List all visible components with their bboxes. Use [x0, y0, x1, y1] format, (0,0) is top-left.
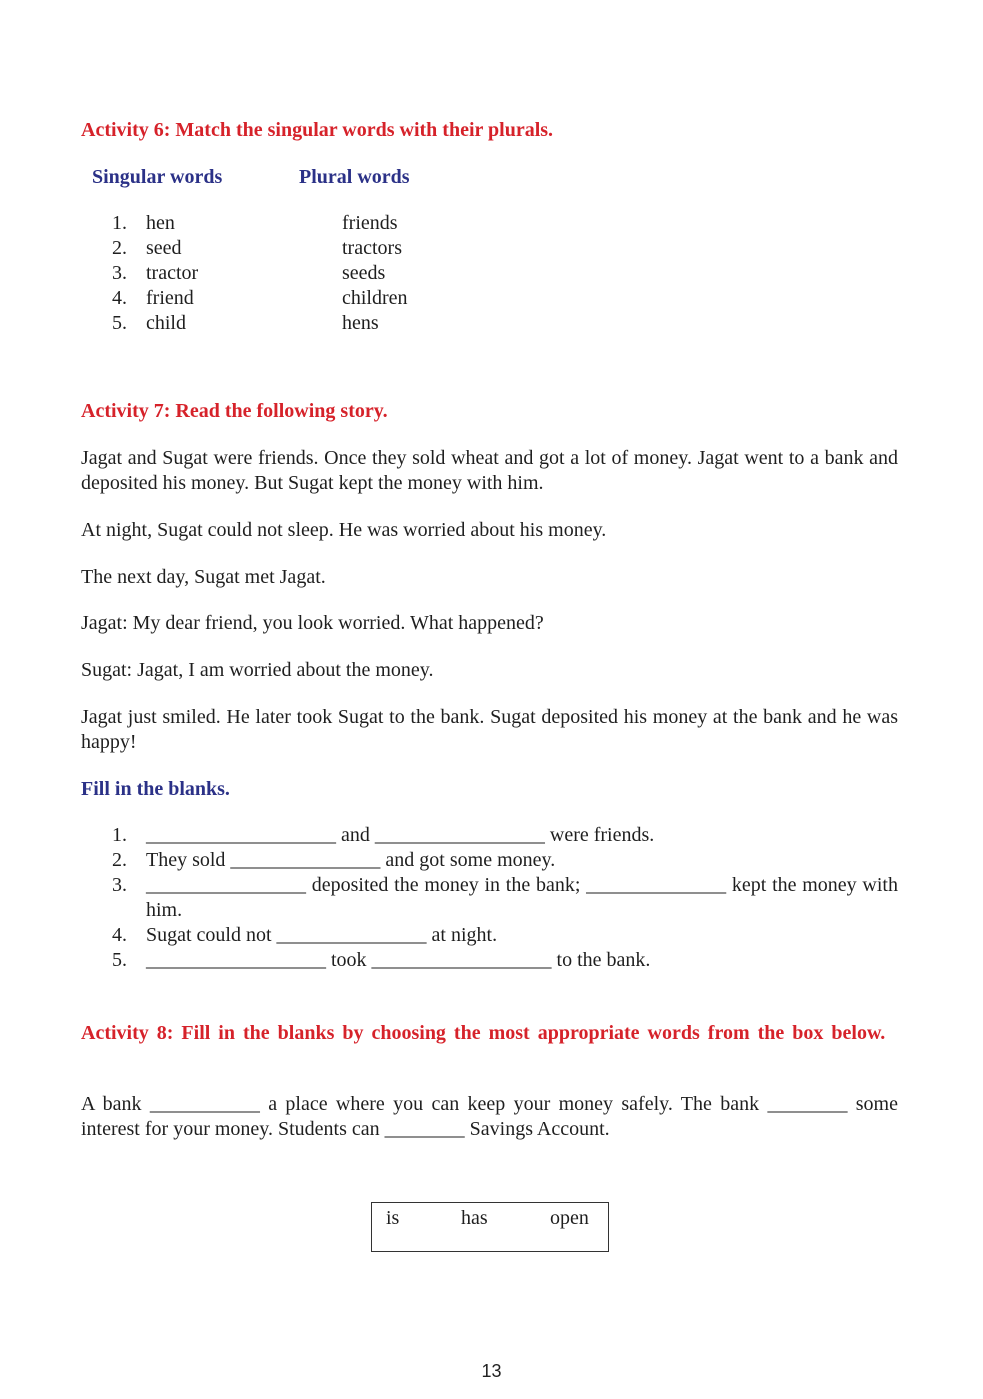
activity7-heading: Activity 7: Read the following story.	[81, 400, 388, 422]
box-word: open	[550, 1207, 589, 1229]
list-item	[81, 923, 898, 948]
item-number: 4.	[112, 287, 127, 309]
item-text: __________________ took __________________ to the bank.	[146, 949, 651, 971]
story-paragraph: Jagat: My dear friend, you look worried. What happened?	[81, 612, 544, 634]
list-item	[81, 311, 581, 336]
box-word: is	[386, 1207, 400, 1229]
fill-blanks-heading: Fill in the blanks.	[81, 778, 230, 800]
item-number: 3.	[112, 874, 127, 896]
plural-word: tractors	[342, 237, 402, 259]
fill-blanks-list	[81, 823, 898, 973]
plural-word: friends	[342, 212, 398, 234]
item-number: 1.	[112, 212, 127, 234]
item-number: 1.	[112, 824, 127, 846]
singular-word: tractor	[146, 262, 199, 284]
list-item	[81, 948, 898, 973]
singular-word: friend	[146, 287, 194, 309]
worksheet-page	[81, 0, 898, 1399]
item-number: 5.	[112, 949, 127, 971]
story-paragraph: Jagat just smiled. He later took Sugat to the bank. Sugat deposited his money at the bank and he was happy!	[81, 706, 898, 753]
item-text: Sugat could not _______________ at night.	[146, 924, 498, 946]
word-box	[371, 1202, 609, 1252]
list-item	[81, 873, 898, 923]
singular-word: child	[146, 312, 186, 334]
page-number: 13	[481, 1361, 502, 1381]
activity8-paragraph: A bank ___________ a place where you can keep your money safely. The bank ________ some interest for your money. Students can ________ Savings Account.	[81, 1093, 898, 1140]
list-item	[81, 211, 581, 236]
story-paragraph: Jagat and Sugat were friends. Once they sold wheat and got a lot of money. Jagat went to a bank and deposited his money. But Sugat kept the money with him.	[81, 447, 898, 494]
item-text: They sold _______________ and got some money.	[146, 849, 556, 871]
list-item	[81, 286, 581, 311]
item-number: 2.	[112, 849, 127, 871]
plural-word: hens	[342, 312, 379, 334]
list-item	[81, 823, 898, 848]
list-item	[81, 236, 581, 261]
story-paragraph: At night, Sugat could not sleep. He was worried about his money.	[81, 519, 607, 541]
story-paragraph: The next day, Sugat met Jagat.	[81, 566, 326, 588]
singular-word: seed	[146, 237, 182, 259]
list-item	[81, 261, 581, 286]
plural-header: Plural words	[299, 166, 410, 188]
item-number: 3.	[112, 262, 127, 284]
activity6-heading: Activity 6: Match the singular words with their plurals.	[81, 119, 554, 141]
item-number: 2.	[112, 237, 127, 259]
singular-header: Singular words	[92, 166, 223, 188]
item-text: ___________________ and _________________ were friends.	[146, 824, 655, 846]
box-word: has	[461, 1207, 488, 1229]
plural-word: seeds	[342, 262, 386, 284]
item-text: ________________ deposited the money in the bank; ______________ kept the money with him.	[146, 874, 898, 921]
activity8-heading: Activity 8: Fill in the blanks by choosing the most appropriate words from the box below.	[81, 1022, 886, 1044]
column-headers	[81, 165, 898, 190]
item-number: 5.	[112, 312, 127, 334]
singular-word: hen	[146, 212, 175, 234]
story-paragraph: Sugat: Jagat, I am worried about the money.	[81, 659, 434, 681]
match-list	[81, 211, 581, 336]
item-number: 4.	[112, 924, 127, 946]
plural-word: children	[342, 287, 408, 309]
list-item	[81, 848, 898, 873]
